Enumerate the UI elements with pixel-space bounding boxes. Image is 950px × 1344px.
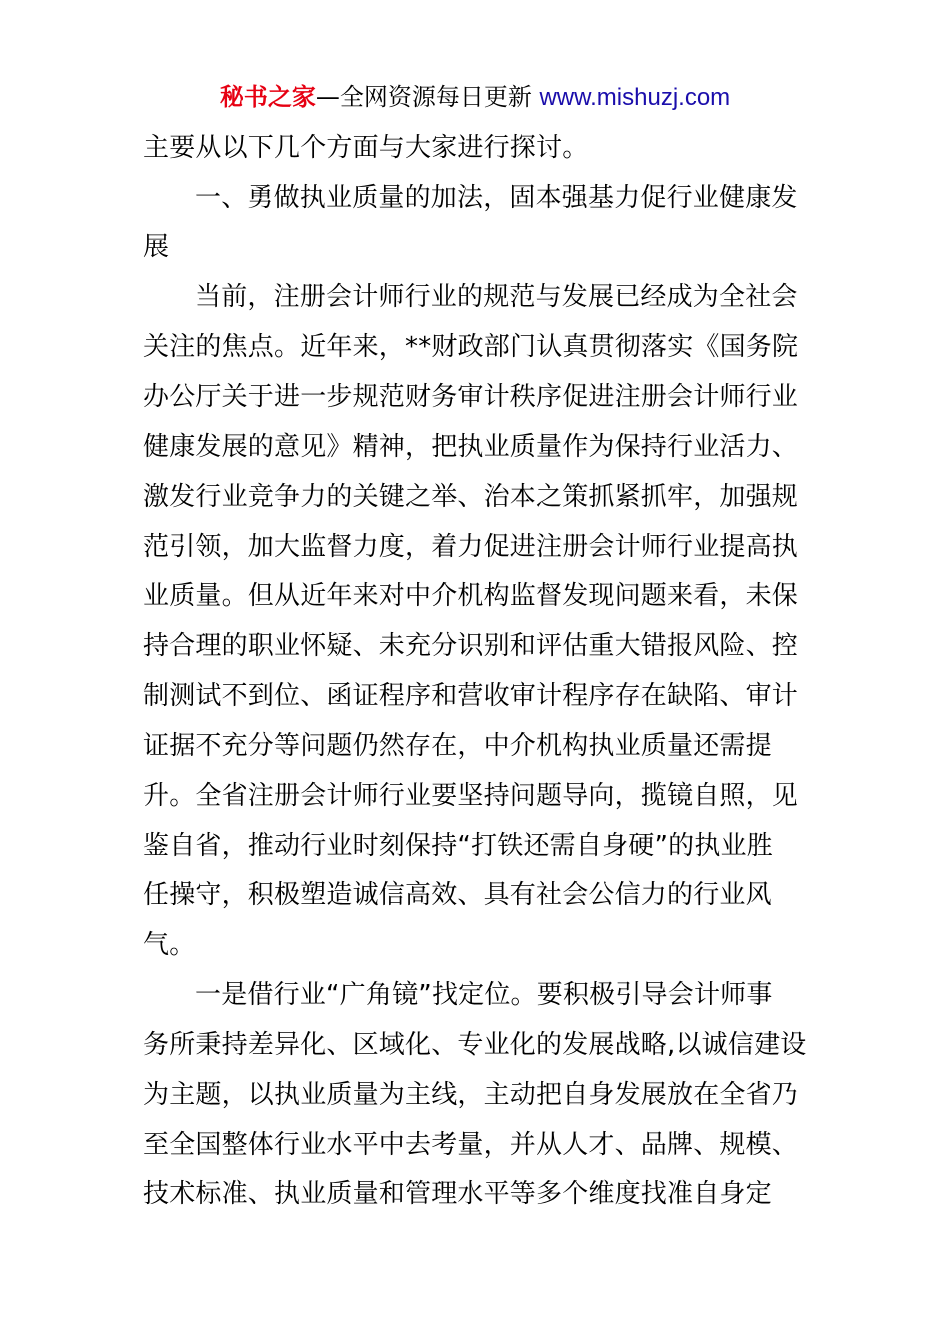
text-line: 关注的焦点。近年来，**财政部门认真贯彻落实《国务院 xyxy=(143,332,799,362)
text-line: 鉴自省，推动行业时刻保持“打铁还需自身硬”的执业胜 xyxy=(143,831,773,861)
text-line: 范引领，加大监督力度，着力促进注册会计师行业提高执 xyxy=(143,532,799,562)
text-line: 一是借行业“广角镜”找定位。要积极引导会计师事 xyxy=(195,980,773,1010)
text-line: 技术标准、执业质量和管理水平等多个维度找准自身定 xyxy=(143,1179,772,1209)
text-line: 任操守，积极塑造诚信高效、具有社会公信力的行业风 xyxy=(143,880,772,910)
page-header xyxy=(0,80,950,115)
header-url-link[interactable]: www.mishuzj.com xyxy=(539,84,731,111)
brand-name: 秘书之家 xyxy=(219,83,316,111)
text-line: 激发行业竞争力的关键之举、治本之策抓紧抓牢，加强规 xyxy=(143,482,799,512)
text-line: 主要从以下几个方面与大家进行探讨。 xyxy=(143,133,589,163)
text-line: 持合理的职业怀疑、未充分识别和评估重大错报风险、控 xyxy=(143,631,799,661)
text-line: 证据不充分等问题仍然存在，中介机构执业质量还需提 xyxy=(143,731,772,761)
text-line: 业质量。但从近年来对中介机构监督发现问题来看，未保 xyxy=(143,581,799,611)
section-heading: 一、勇做执业质量的加法，固本强基力促行业健康发 xyxy=(195,183,798,213)
text-line: 气。 xyxy=(143,930,196,960)
text-line: 务所秉持差异化、区域化、专业化的发展战略,以诚信建设 xyxy=(143,1030,807,1060)
section-heading-cont: 展 xyxy=(143,232,170,262)
header-tagline: —全网资源每日更新 xyxy=(315,83,532,111)
text-line: 升。全省注册会计师行业要坚持问题导向，揽镜自照，见 xyxy=(143,781,799,811)
text-line: 办公厅关于进一步规范财务审计秩序促进注册会计师行业 xyxy=(143,382,799,412)
text-line: 为主题，以执业质量为主线，主动把自身发展放在全省乃 xyxy=(143,1080,799,1110)
text-line: 制测试不到位、函证程序和营收审计程序存在缺陷、审计 xyxy=(143,681,799,711)
text-line: 健康发展的意见》精神，把执业质量作为保持行业活力、 xyxy=(143,432,799,462)
text-line: 至全国整体行业水平中去考量，并从人才、品牌、规模、 xyxy=(143,1130,799,1160)
text-line: 当前，注册会计师行业的规范与发展已经成为全社会 xyxy=(195,282,798,312)
